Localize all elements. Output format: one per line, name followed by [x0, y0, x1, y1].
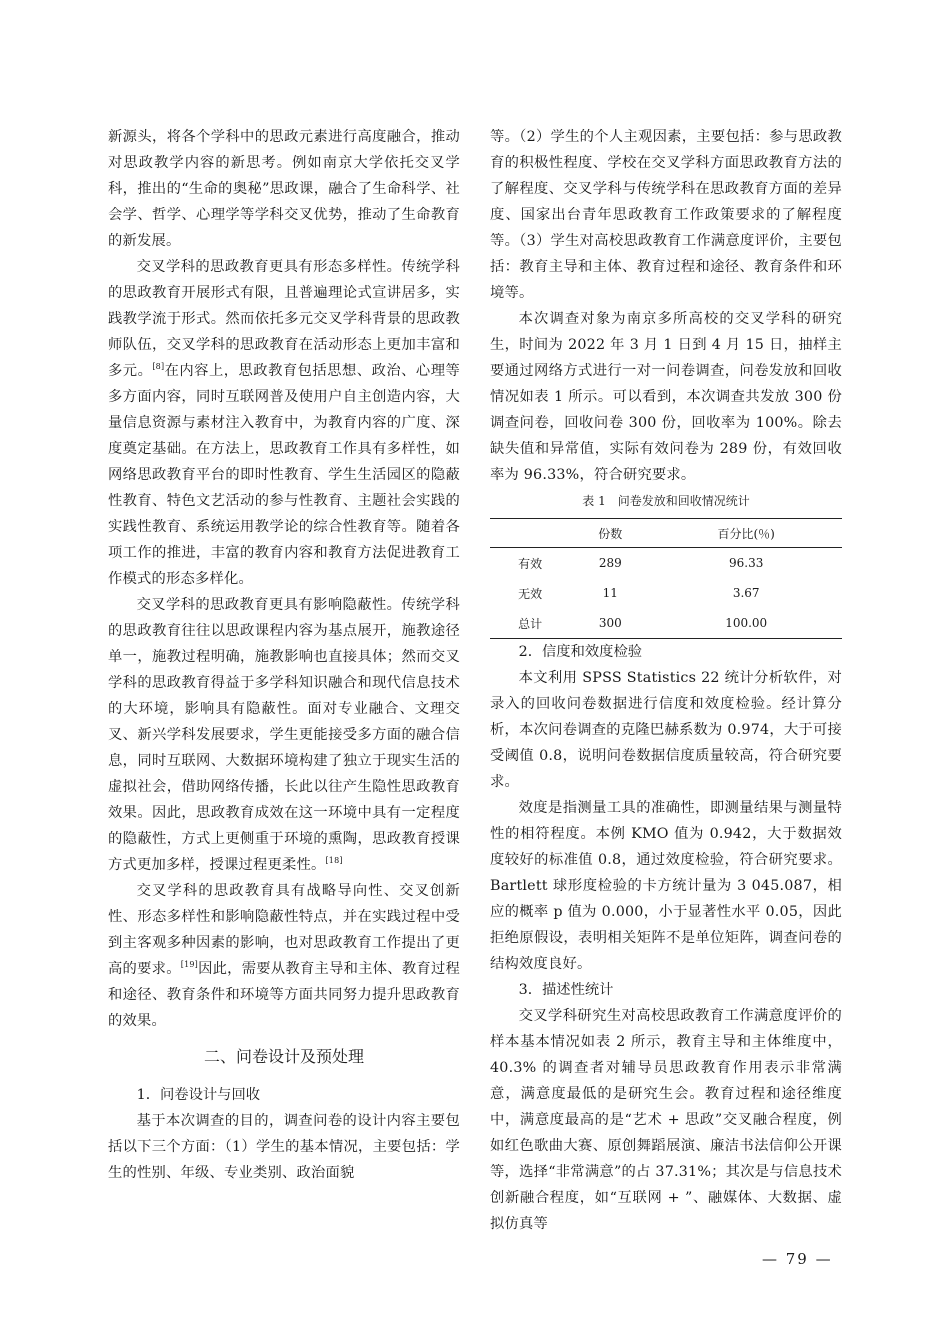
table-cell: 96.33: [729, 556, 764, 570]
paragraph: 基于本次调查的目的，调查问卷的设计内容主要包括以下三个方面：（1）学生的基本情况，主要包括：学生的性别、年级、专业类别、政治面貌: [108, 1113, 460, 1181]
subsection-heading: 2．信度和效度检验: [518, 644, 643, 660]
table-row: [490, 578, 842, 608]
paragraph: 本次调查对象为南京多所高校的交叉学科的研究生，时间为 2022 年 3 月 1 日到 4 月 15 日，抽样主要通过网络方式进行一对一问卷调查，问卷发放和回收情况如表 1 所示。可以看到，本次调查共发放 300 份调查问卷，回收问卷 300 份，回收率为 100%。除去缺失值和异常值，实际有效问卷为 289 份，有效回收率为 96.33%，符合研究要求。: [490, 311, 842, 483]
paragraph: 等。（2）学生的个人主观因素，主要包括：参与思政教育的积极性程度、学校在交叉学科方面思政教育方法的了解程度、交叉学科与传统学科在思政教育方面的差异度、国家出台青年思政教育工作政策要求的了解程度等。（3）学生对高校思政教育工作满意度评价，主要包括：教育主导和主体、教育过程和途径、教育条件和环境等。: [490, 129, 842, 301]
table-caption: 表 1 问卷发放和回收情况统计: [582, 494, 750, 508]
table-header-cell: 百分比(％): [650, 519, 842, 548]
table-1: [490, 518, 842, 639]
left-column: [108, 124, 460, 1186]
table-row: [490, 548, 842, 579]
table-header-row: [490, 519, 842, 548]
paragraph-text: 交叉学科的思政教育更具有形态多样性。传统学科的思政教育开展形式有限，且普遍理论式宣讲居多，实践教学流于形式。然而依托多元交叉学科背景的思政教师队伍，交叉学科的思政教育在活动形态上更加丰富和多元。: [108, 259, 460, 379]
table-header-cell: [490, 519, 570, 548]
paragraph: 交叉学科研究生对高校思政教育工作满意度评价的样本基本情况如表 2 所示，教育主导和主体维度中，40.3% 的调查者对辅导员思政教育作用表示非常满意，满意度最低的是研究生会。教育过程和途径维度中，满意度最高的是“艺术 + 思政”交叉融合程度，例如红色歌曲大赛、原创舞蹈展演、廉洁书法信仰公开课等，选择“非常满意”的占 37.31%；其次是与信息技术创新融合程度，如“互联网 + ”、融媒体、大数据、虚拟仿真等: [490, 1008, 842, 1232]
citation-ref: [18]: [325, 856, 343, 866]
table-cell: 100.00: [650, 608, 842, 639]
citation-ref: [19]: [180, 960, 199, 970]
paragraph: [108, 592, 460, 878]
table-header-cell: 份数: [570, 519, 650, 548]
paragraph: 效度是指测量工具的准确性，即测量结果与测量特性的相符程度。本例 KMO 值为 0.942，大于数据效度较好的标准值 0.8，通过效度检验，符合研究要求。Bartlett 球形度检验的卡方统计量为 3 045.087，相应的概率 p 值为 0.000，小于显著性水平 0.05，因此拒绝原假设，表明相关矩阵不是单位矩阵，调查问卷的结构效度良好。: [490, 800, 842, 972]
table-row: [490, 608, 842, 639]
paragraph: 新源头，将各个学科中的思政元素进行高度融合，推动对思政教学内容的新思考。例如南京大学依托交叉学科，推出的“生命的奥秘”思政课，融合了生命科学、社会学、哲学、心理学等学科交叉优势，推动了生命教育的新发展。: [108, 129, 460, 249]
citation-ref: [8]: [152, 362, 165, 372]
subsection-heading: 1．问卷设计与回收: [136, 1087, 261, 1103]
page-number: — 79 —: [762, 1250, 833, 1268]
subsection-heading: 3．描述性统计: [518, 982, 614, 998]
table-cell: 无效: [518, 586, 543, 601]
paragraph: 本文利用 SPSS Statistics 22 统计分析软件，对录入的回收问卷数据进行信度和效度检验。经计算分析，本次问卷调查的克隆巴赫系数为 0.974，大于可接受阈值 0.8，说明问卷数据信度质量较高，符合研究要求。: [490, 670, 842, 790]
paragraph-text: 交叉学科的思政教育具有战略导向性、交叉创新性、形态多样性和影响隐蔽性特点，并在实践过程中受到主客观多种因素的影响，也对思政教育工作提出了更高的要求。: [108, 883, 460, 977]
paragraph-text: 交叉学科的思政教育更具有影响隐蔽性。传统学科的思政教育往往以思政课程内容为基点展开，施教途径单一，施教过程明确，施教影响也直接具体；然而交叉学科的思政教育得益于多学科知识融合和现代信息技术的大环境，影响具有隐蔽性。面对专业融合、文理交叉、新兴学科发展要求，学生更能接受多方面的融合信息，同时互联网、大数据环境构建了独立于现实生活的虚拟社会，借助网络传播，长此以往产生隐性思政教育效果。因此，思政教育成效在这一环境中具有一定程度的隐蔽性，方式上更侧重于环境的熏陶，思政教育授课方式更加多样，授课过程更柔性。: [108, 597, 460, 873]
table-cell: 289: [598, 556, 622, 570]
paragraph-text: 因此，需要从教育主导和主体、教育过程和途径、教育条件和环境等方面共同努力提升思政教育的效果。: [108, 961, 460, 1029]
table-cell: 有效: [518, 556, 543, 571]
paragraph: [108, 878, 460, 1034]
table-cell: 300: [570, 608, 650, 639]
table-cell: 总计: [490, 608, 570, 639]
table-cell: 3.67: [732, 586, 760, 600]
paragraph-text: 在内容上，思政教育包括思想、政治、心理等多方面内容，同时互联网普及使用户自主创造内容，大量信息资源与素材注入教育中，为教育内容的广度、深度奠定基础。在方法上，思政教育工作具有多样性，如网络思政教育平台的即时性教育、学生生活园区的隐蔽性教育、特色文艺活动的参与性教育、主题社会实践的实践性教育、系统运用教学论的综合性教育等。随着各项工作的推进，丰富的教育内容和教育方法促进教育工作模式的形态多样化。: [108, 363, 460, 587]
paragraph: [108, 254, 460, 592]
section-title: 二、问卷设计及预处理: [203, 1047, 364, 1066]
right-column: [490, 124, 842, 1237]
table-cell: 11: [602, 586, 618, 600]
